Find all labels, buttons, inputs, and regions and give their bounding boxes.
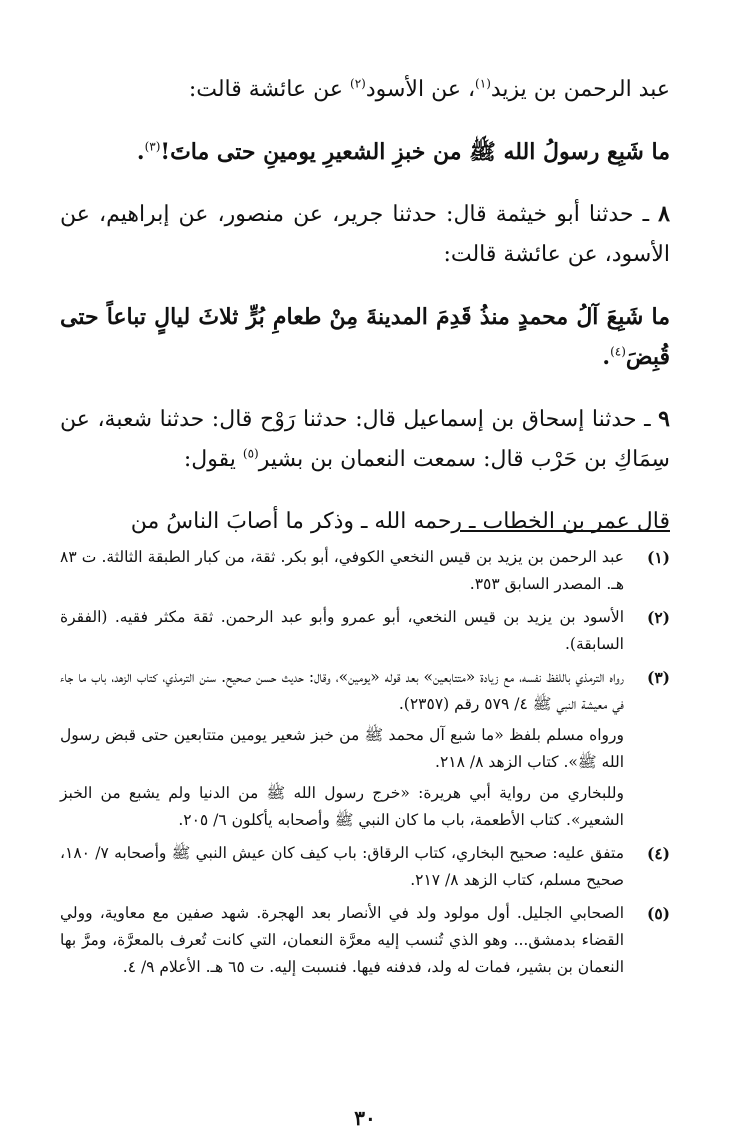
footnote-body — [60, 840, 624, 894]
footnote-3 — [60, 664, 670, 834]
footnote-ref-4: (٤) — [610, 344, 626, 359]
footnote-paragraph: ورواه مسلم بلفظ «ما شبع آل محمد ﷺ من خبز شعير يومين متتابعين حتى قبض رسول الله ﷺ». كتاب الزهد ٨/ ٢١٨. — [60, 726, 624, 771]
footnote-ref-5: (٥) — [242, 446, 259, 461]
hadith-9-chain: ٩ ـ حدثنا إسحاق بن إسماعيل قال: حدثنا رَوْح قال: حدثنا شعبة، عن سِمَاكِ بن حَرْب قال: سمعت النعمان بن بشير$^{(٥)}$ يقول: — [60, 406, 670, 472]
narrator-chain-1: عبد الرحمن بن يزيد$^{(١)}$، عن الأسود$^{(٢)}$ عن عائشة قالت: — [188, 76, 670, 102]
footnote-paragraph: متفق عليه: صحيح البخاري، كتاب الرقاق: باب كيف كان عيش النبي ﷺ وأصحابه ٧/ ١٨٠، صحيح مسلم، كتاب الزهد ٨/ ٢١٧. — [60, 844, 624, 889]
footnote-number: (١) — [646, 548, 670, 567]
footnote-ref-1: (١) — [475, 76, 491, 91]
footnote-body — [60, 544, 624, 598]
hadith-text-1: ما شَبِع رسولُ الله ﷺ من خبزِ الشعيرِ يومينِ حتى ماتَ!$^{(٣)}$. — [136, 139, 670, 165]
footnote-body — [60, 604, 624, 658]
footnote-1 — [60, 544, 670, 598]
footnote-paragraph: الأسود بن يزيد بن قيس النخعي، أبو عمرو وأبو عبد الرحمن. ثقة مكثر فقيه. (الفقرة السابقة). — [60, 608, 624, 653]
footnote-5 — [60, 900, 670, 981]
footnote-paragraph: رواه الترمذي باللفظ نفسه، مع زيادة «متتابعين» بعد قوله «يومين»، وقال: حديث حسن صحيح. سنن الترمذي، كتاب الزهد، باب ما جاء في معيشة النبي ﷺ ٤/ ٥٧٩ رقم (٢٣٥٧). — [60, 668, 624, 713]
hadith-text-2: ما شَبِعَ آلُ محمدٍ منذُ قَدِمَ المدينةَ مِنْ طعامِ بُرٍّ ثلاثَ ليالٍ تباعاً حتى قُبِضَ$^{(٤)}$. — [60, 304, 670, 370]
footnote-paragraph: عبد الرحمن بن يزيد بن قيس النخعي الكوفي، أبو بكر. ثقة، من كبار الطبقة الثالثة. ت ٨٣ هـ. المصدر السابق ٣٥٣. — [60, 548, 624, 593]
footnotes — [60, 544, 670, 987]
hadith-9-text-start: قال عمر بن الخطاب ـ رحمه الله ـ وذكر ما أصابَ الناسُ من — [130, 509, 670, 534]
footnote-body — [60, 664, 624, 834]
footnote-2 — [60, 604, 670, 658]
hadith-number-9: ٩ — [658, 406, 670, 432]
footnote-paragraph: وللبخاري من رواية أبي هريرة: «خرج رسول الله ﷺ من الدنيا ولم يشبع من الخبز الشعير». كتاب الأطعمة، باب ما كان النبي ﷺ وأصحابه يأكلون ٦/ ٢٠٥. — [60, 784, 624, 829]
footnote-body — [60, 900, 624, 981]
footnote-number: (٤) — [646, 844, 670, 863]
footnote-number: (٣) — [646, 668, 670, 687]
main-text — [60, 70, 670, 542]
hadith-number-8: ٨ — [658, 201, 670, 227]
footnote-number: (٥) — [646, 904, 670, 923]
hadith-8-chain: ٨ ـ حدثنا أبو خيثمة قال: حدثنا جرير، عن منصور، عن إبراهيم، عن الأسود، عن عائشة قالت: — [60, 201, 670, 267]
page-number: ٣٠ — [354, 1106, 376, 1130]
footnote-ref-3: (٣) — [144, 139, 161, 154]
footnote-separator — [460, 530, 670, 532]
book-page — [60, 70, 670, 1130]
footnote-4 — [60, 840, 670, 894]
footnote-ref-2: (٢) — [350, 76, 366, 91]
footnote-number: (٢) — [646, 608, 670, 627]
footnote-paragraph: الصحابي الجليل. أول مولود ولد في الأنصار بعد الهجرة. شهد صفين مع معاوية، وولي القضاء بدمشق... وهو الذي تُنسب إليه معرَّة النعمان، التي كانت تُعرف بالمعرَّة، ومرَّ بها النعمان بن بشير، فمات له ولد، فدفنه فيها. فنسبت إليه. ت ٦٥ هـ. الأعلام ٩/ ٤. — [60, 904, 624, 976]
